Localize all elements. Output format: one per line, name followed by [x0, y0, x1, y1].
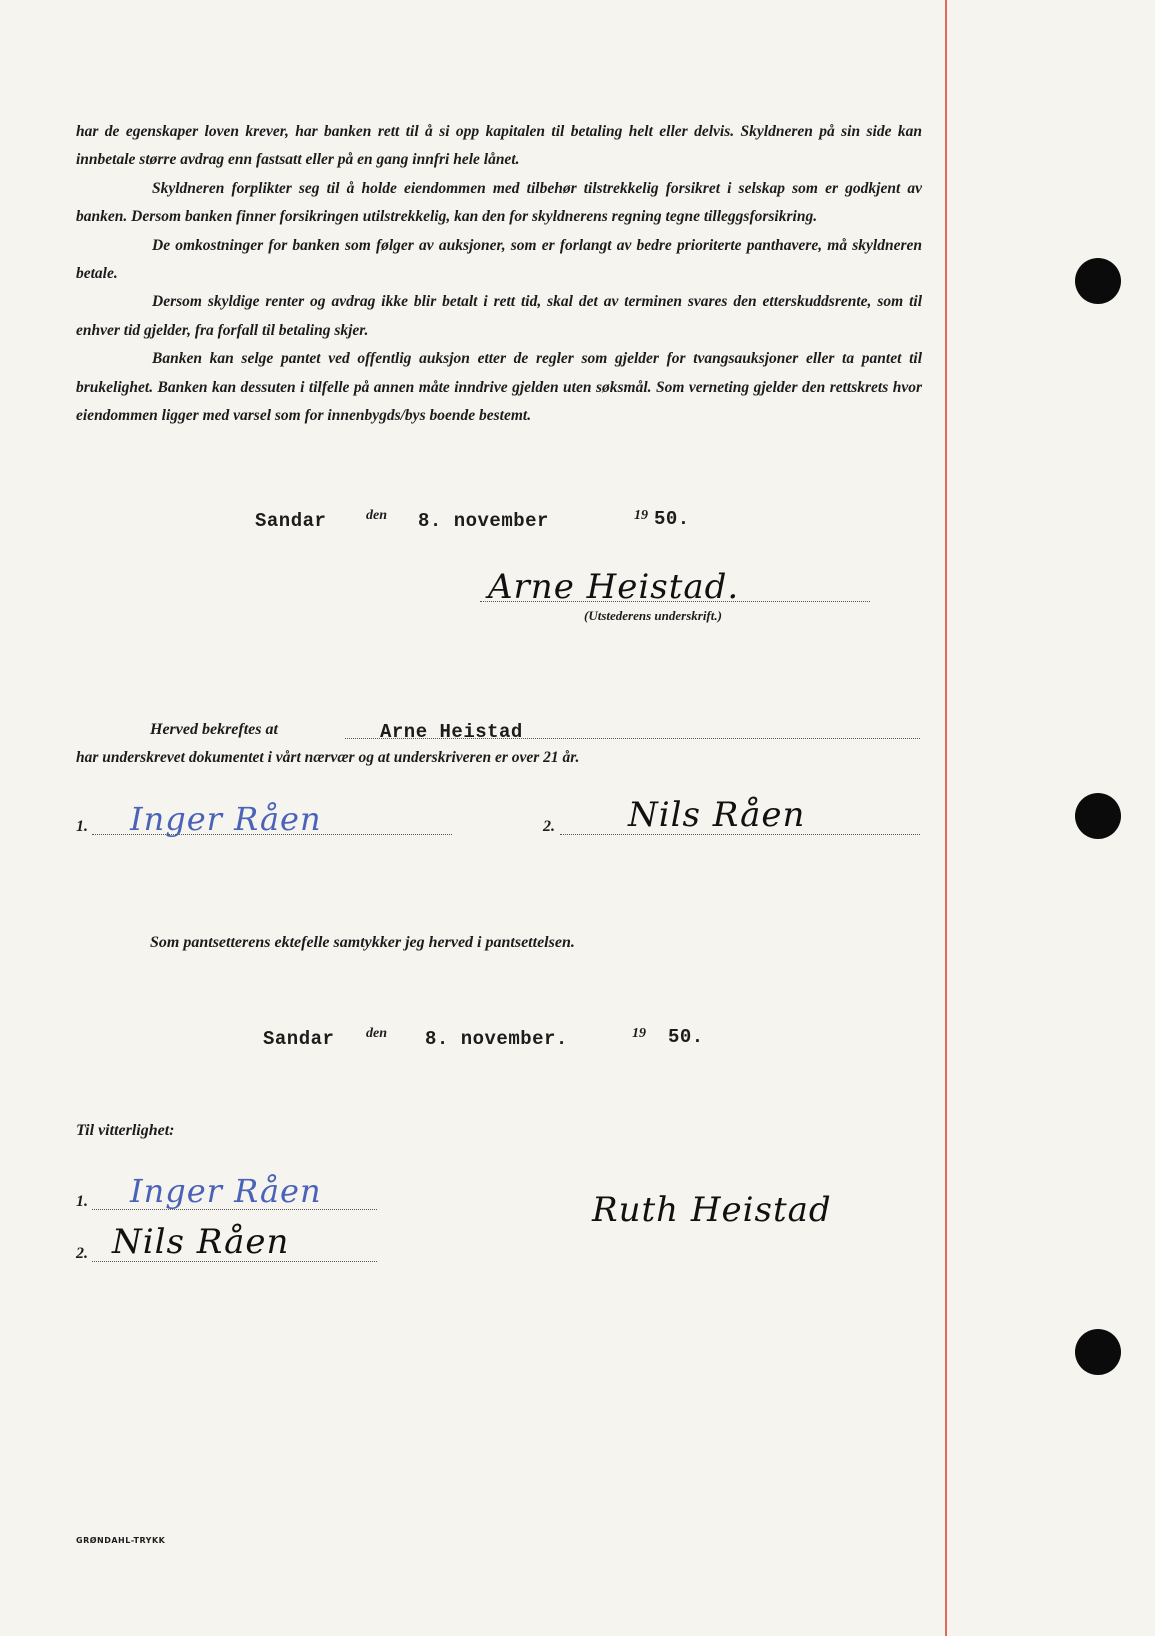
punch-hole-middle: [1075, 793, 1121, 839]
margin-line: [945, 0, 947, 1636]
second-date-year-prefix: 19: [632, 1026, 646, 1041]
attestation-label: Til vitterlighet:: [76, 1122, 175, 1139]
attestation-w2-signature: Nils Råen: [112, 1222, 290, 1262]
first-date-year-prefix: 19: [634, 508, 648, 523]
confirmation-name-line: [345, 738, 920, 739]
second-date-place: Sandar: [263, 1028, 335, 1050]
second-date-year-suffix: 50.: [668, 1026, 704, 1048]
witness1-signature: Inger Råen: [130, 800, 322, 838]
first-date-den: den: [366, 508, 387, 523]
attestation-w1-line: [92, 1209, 377, 1210]
attestation-w1-num: 1.: [76, 1193, 88, 1210]
witness2-num: 2.: [543, 818, 555, 835]
witness2-line: [560, 834, 920, 835]
confirmation-name: Arne Heistad: [380, 721, 523, 743]
second-date-day-month: 8. november.: [425, 1028, 568, 1050]
confirmation-lead: Herved bekreftes at: [150, 721, 278, 738]
confirmation-statement: har underskrevet dokumentet i vårt nærvær og at underskriveren er over 21 år.: [76, 749, 580, 766]
first-date-year-suffix: 50.: [654, 508, 690, 530]
issuer-signature-line: [480, 601, 870, 602]
attestation-w1-signature: Inger Råen: [130, 1172, 322, 1210]
paragraph-auction: Banken kan selge pantet ved offentlig auksjon etter de regler som gjelder for tvangsauksjoner eller ta pantet til brukelighet. Banken kan dessuten i tilfelle på annen måte inndrive gjelden uten søksmål. Som verneting gjelder den rettskrets hvor eiendommen ligger med varsel som for innenbygds/bys boende bestemt.: [76, 350, 922, 425]
punch-hole-top: [1075, 258, 1121, 304]
paragraph-interest: Dersom skyldige renter og avdrag ikke blir betalt i rett tid, skal det av terminen svares den etterskuddsrente, som til enhver tid gjelder, fra forfall til betaling skjer.: [76, 293, 922, 339]
loan-terms-text: [76, 118, 922, 430]
second-date-den: den: [366, 1026, 387, 1041]
witness1-num: 1.: [76, 818, 88, 835]
spouse-signature: Ruth Heistad: [592, 1190, 832, 1230]
punch-hole-bottom: [1075, 1329, 1121, 1375]
attestation-w2-num: 2.: [76, 1245, 88, 1262]
paragraph-insurance: Skyldneren forplikter seg til å holde eiendommen med tilbehør tilstrekkelig forsikret i selskap som er godkjent av banken. Dersom banken finner forsikringen utilstrekkelig, kan den for skyldnerens regning tegne tilleggsforsikring.: [76, 179, 922, 226]
paragraph-costs: De omkostninger for banken som følger av auksjoner, som er forlangt av bedre prioriterte panthavere, må skyldneren betale.: [76, 236, 922, 283]
paragraph-termination: har de egenskaper loven krever, har banken rett til å si opp kapitalen til betaling helt eller delvis. Skyldneren på sin side kan innbetale større avdrag enn fastsatt eller på en gang innfri hele lånet.: [76, 123, 922, 169]
first-date-place: Sandar: [255, 510, 327, 532]
witness1-line: [92, 834, 452, 835]
witness2-signature: Nils Råen: [628, 795, 806, 835]
issuer-signature: Arne Heistad.: [488, 567, 740, 607]
printer-mark: GRØNDAHL-TRYKK: [76, 1536, 166, 1545]
attestation-w2-line: [92, 1261, 377, 1262]
first-date-day-month: 8. november: [418, 510, 549, 532]
consent-text: Som pantsetterens ektefelle samtykker jeg herved i pantsettelsen.: [150, 934, 575, 951]
issuer-signature-caption: (Utstederens underskrift.): [584, 608, 722, 623]
